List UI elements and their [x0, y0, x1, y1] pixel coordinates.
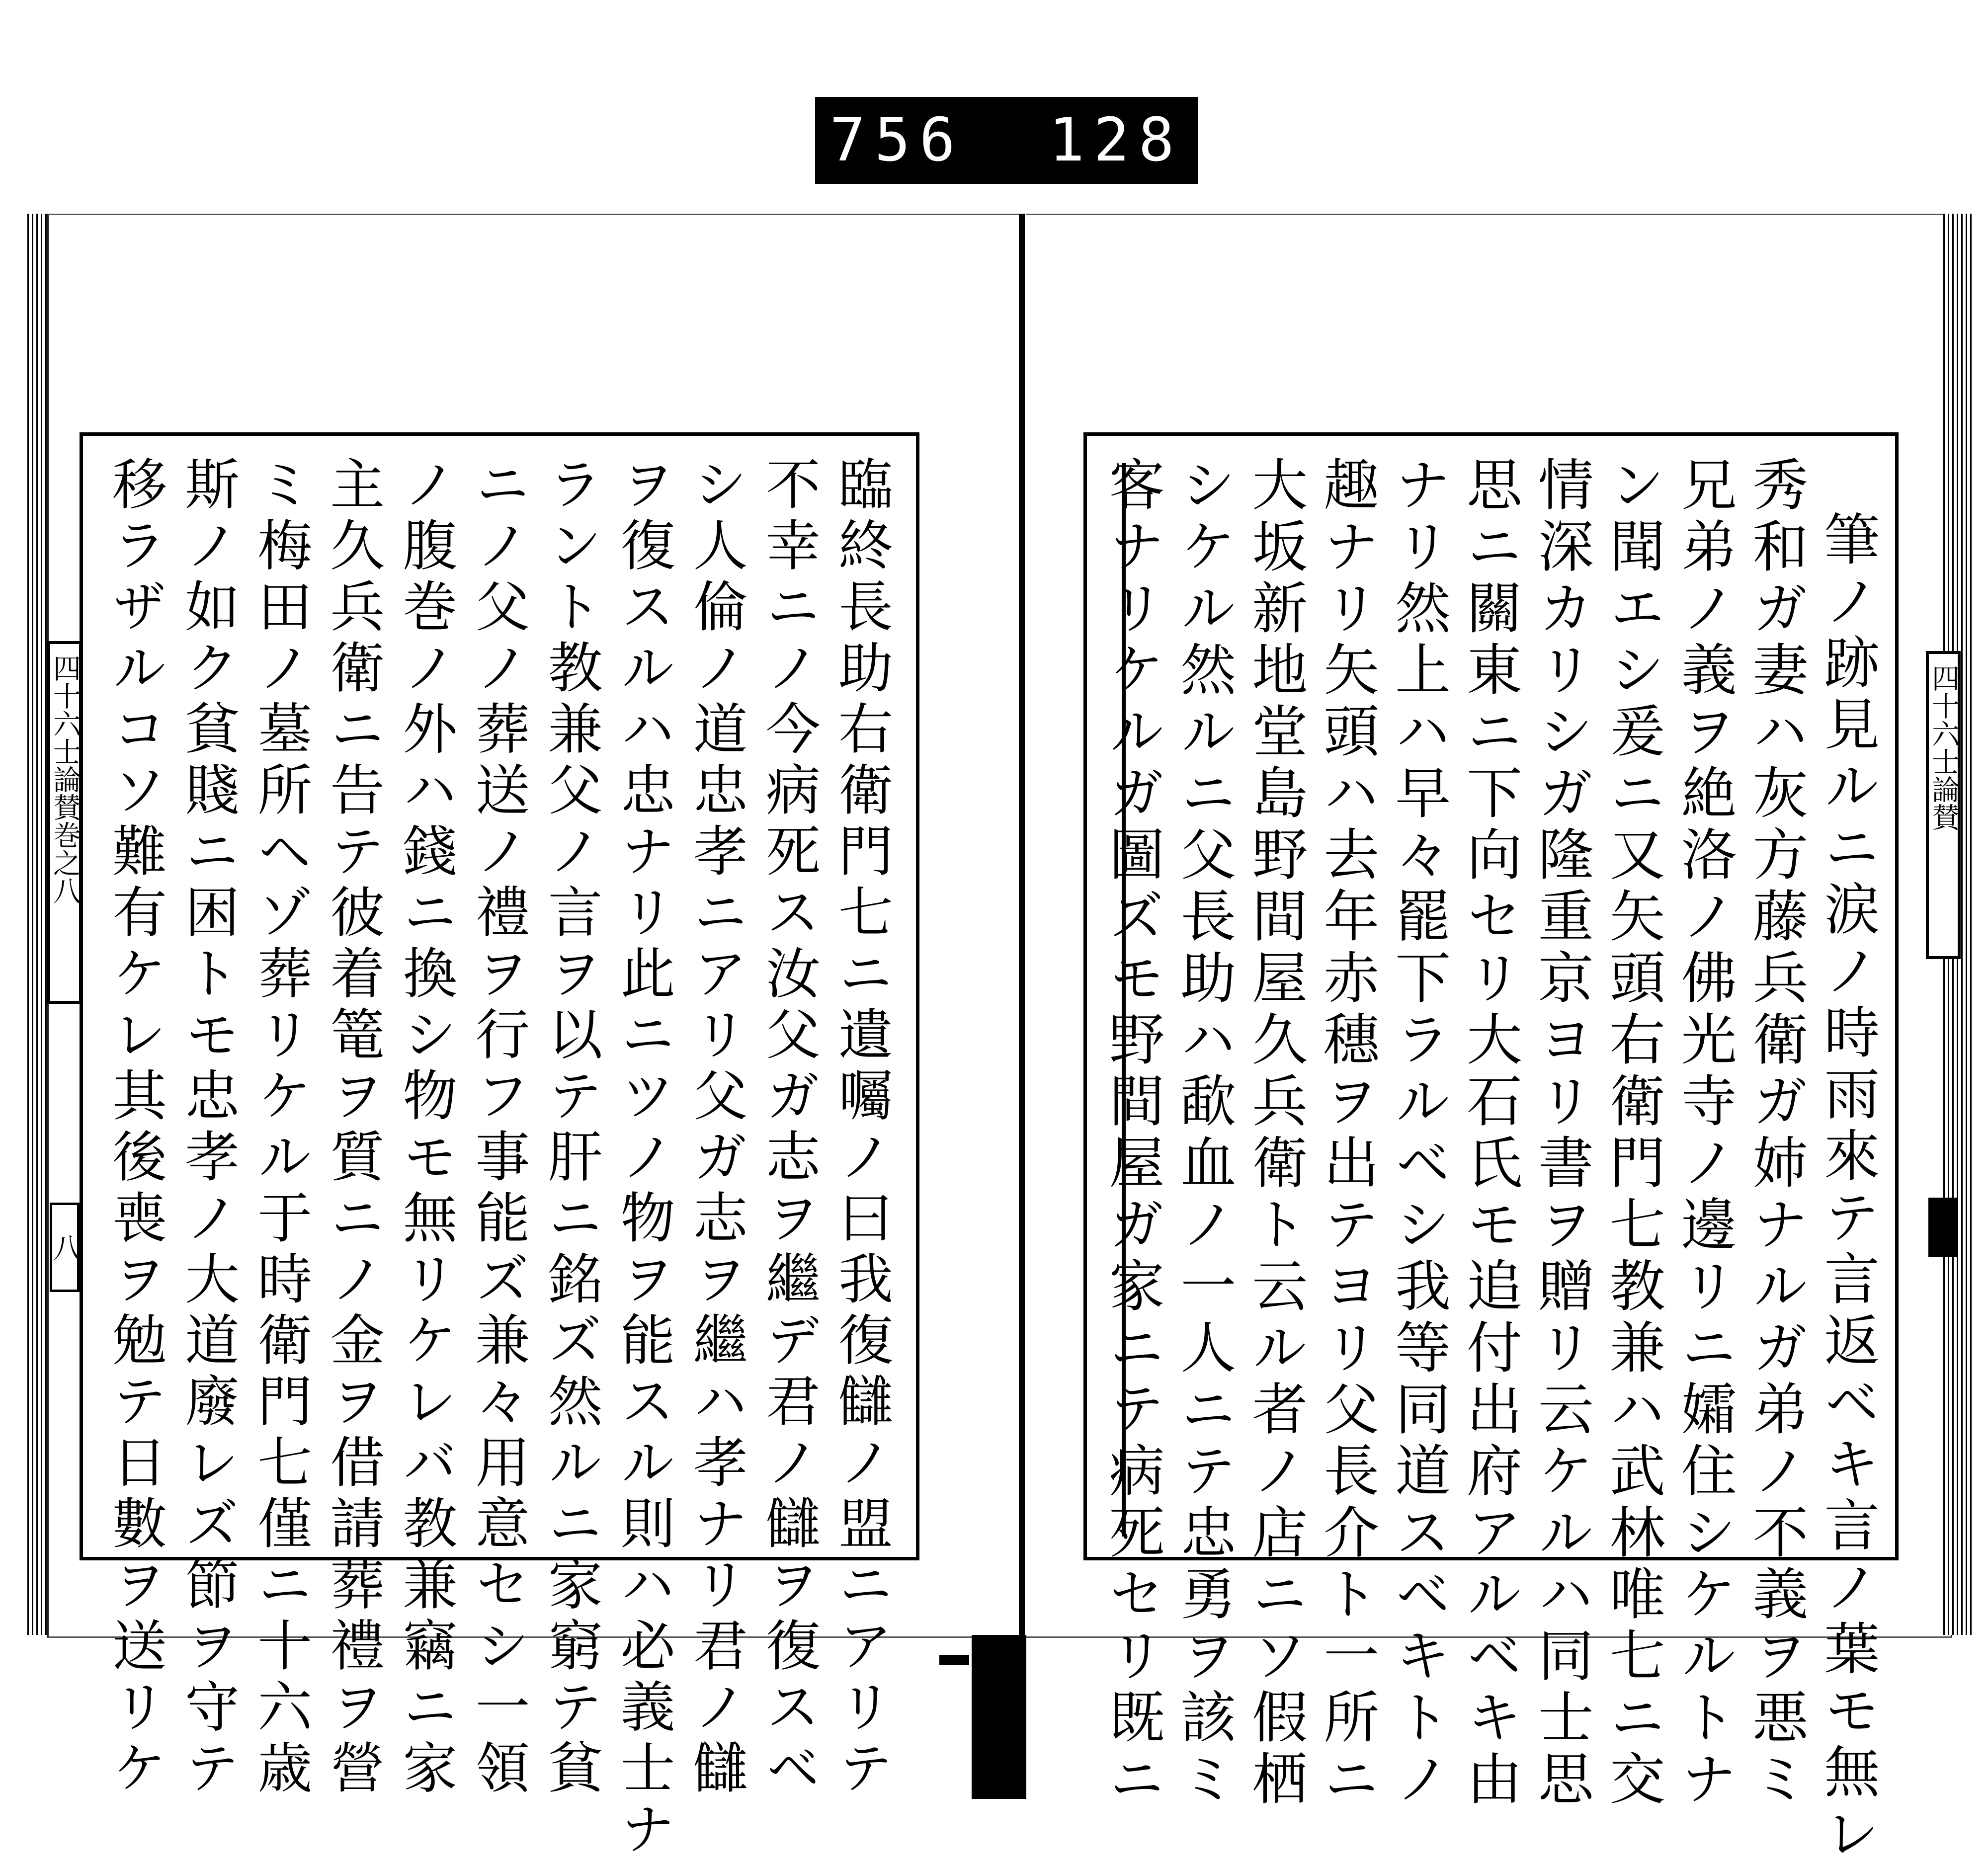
right-page-text-frame [1083, 432, 1899, 1866]
left-margin-title-tab: 四十六士論賛巻之八 [47, 641, 82, 1004]
text-column: シ人倫ノ道忠孝ニアリ父ガ志ヲ繼ハ孝ナリ君ノ讎 [684, 456, 748, 1800]
stamp-left-number: 756 [829, 106, 964, 175]
text-column: ノ腹巻ノ外ハ錢ニ換シ物モ無リケレバ教兼竊ニ家 [394, 456, 458, 1800]
text-column: 大坂新地堂島野間屋久兵衛ト云ル者ノ店ニソ假栖 [1242, 456, 1308, 1811]
text-column: 臨終長助右衛門七ニ遺囑ノ曰我復讎ノ盟ニアリテ [829, 456, 893, 1800]
left-page-columns [103, 456, 893, 1862]
text-column: ナリ然上ハ早々罷下ラルベシ我等同道スベキトノ [1386, 456, 1451, 1811]
text-column: 不幸ニノ今病死ス汝父ガ志ヲ繼デ君ノ讎ヲ復スベ [756, 456, 821, 1800]
text-column: 筆ノ跡見ルニ涙ノ時雨來テ言返ベキ言ノ葉モ無レ [1815, 510, 1880, 1866]
spine-bottom-mark [939, 1655, 969, 1665]
text-column: 兄弟ノ義ヲ絶洛ノ佛光寺ノ邊リニ孀住シケルトナ [1672, 456, 1737, 1811]
text-column: ラント教兼父ノ言ヲ以テ肝ニ銘ズ然ルニ家窮テ貧 [539, 456, 603, 1800]
text-column: ミ梅田ノ墓所ヘゾ葬リケル于時衛門七僅ニ十六歳 [248, 456, 313, 1800]
text-column: 主久兵衛ニ告テ彼着篭ヲ質ニノ金ヲ借請葬禮ヲ營 [321, 456, 385, 1800]
text-column: 客ナリケルガ圖ズモ野間屋ガ家ニテ病死セリ既ニ [1100, 456, 1164, 1811]
text-column: 斯ノ如ク貧賤ニ困トモ忠孝ノ大道廢レズ節ヲ守テ [176, 456, 240, 1800]
center-spine [1019, 214, 1025, 1635]
text-column: 移ラザルコソ難有ケレ其後喪ヲ勉テ日數ヲ送リケ [103, 456, 167, 1800]
text-column: ン聞エシ爰ニ又矢頭右衛門七教兼ハ武林唯七ニ交 [1600, 456, 1665, 1811]
text-column: 趣ナリ矢頭ハ去年赤穗ヲ出テヨリ父長介ト一所ニ [1314, 456, 1379, 1811]
right-margin-black-mark [1928, 1198, 1958, 1257]
left-page-text-frame [80, 432, 919, 1862]
right-page-columns [1100, 456, 1880, 1866]
text-column: 思ニ關東ニ下向セリ大石氏モ追付出府アルベキ由 [1457, 456, 1522, 1811]
stamp-right-number: 128 [1049, 106, 1183, 175]
right-margin-title-tab: 四十六士論賛 [1926, 651, 1961, 959]
left-margin-volume-tab: 八 [50, 1203, 80, 1292]
text-column: シケル然ルニ父長助ハ歃血ノ一人ニテ忠勇ヲ該ミ [1171, 456, 1236, 1811]
spine-bottom-tab [972, 1635, 1026, 1799]
text-column: ヲ復スルハ忠ナリ此ニツノ物ヲ能スル則ハ必義士ナ [611, 456, 675, 1862]
archive-stamp [815, 97, 1198, 184]
text-column: 秀和ガ妻ハ灰方藤兵衛ガ姉ナルガ弟ノ不義ヲ悪ミ [1743, 456, 1809, 1811]
text-column: 情深カリシガ隆重京ヨリ書ヲ贈リ云ケルハ同士思 [1529, 456, 1594, 1811]
text-column: ニノ父ノ葬送ノ禮ヲ行フ事能ズ兼々用意セシ一領 [466, 456, 530, 1800]
